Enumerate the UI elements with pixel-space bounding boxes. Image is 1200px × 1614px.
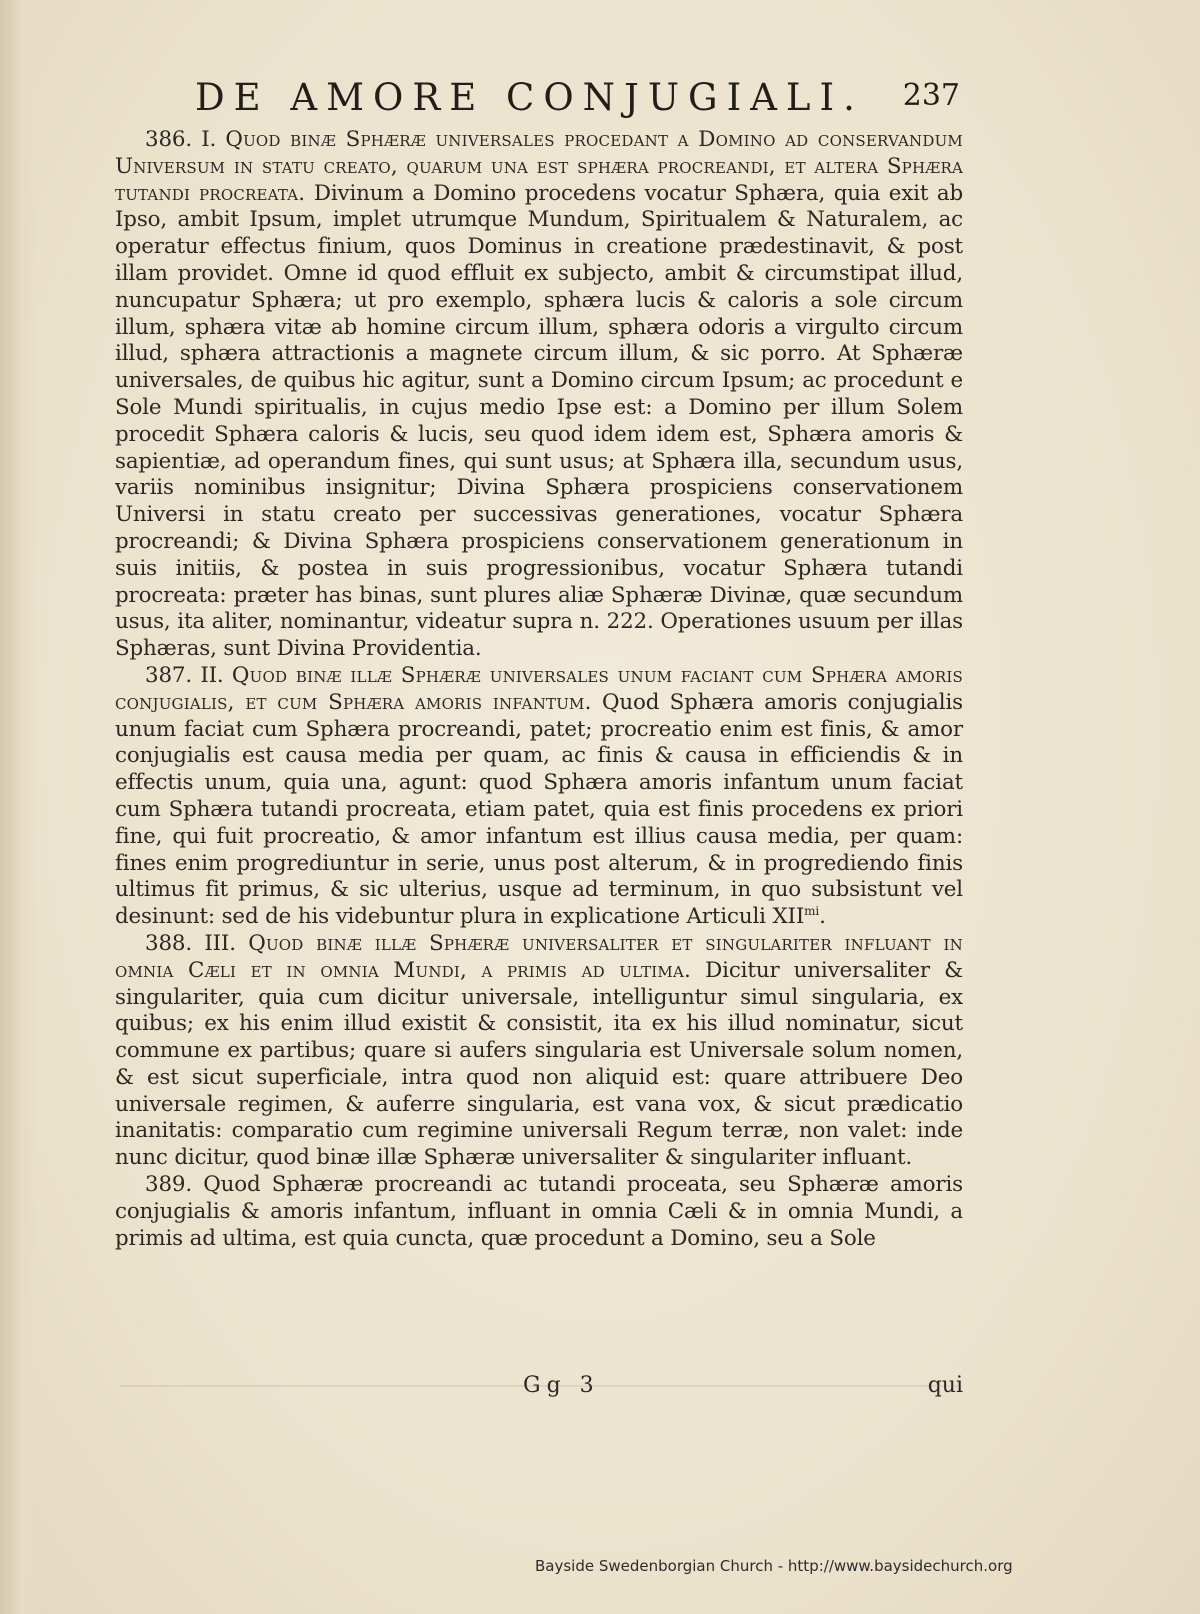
page-footer bbox=[115, 1373, 963, 1405]
superscript: mi bbox=[804, 903, 820, 918]
signature-mark: Gg 3 bbox=[523, 1373, 600, 1398]
paragraph-number: 389. bbox=[145, 1172, 193, 1198]
page-header bbox=[195, 64, 960, 124]
paragraph-heading: Quod binæ illæ Sphæræ universales unum faciant cum Sphæra amoris conjugialis, et cum Sphæra amoris infantum. bbox=[115, 662, 963, 715]
paragraph-number: 386. I. bbox=[145, 127, 217, 152]
paragraph-heading: Quod binæ illæ Sphæræ universaliter et singulariter influant in omnia Cæli et in omnia Mundi, a primis ad ultima. bbox=[115, 930, 963, 983]
paragraph-388 bbox=[115, 931, 963, 1172]
paragraph-text: Quod Sphæræ procreandi ac tutandi proceata, seu Sphæræ amoris conjugialis & amoris infantum, influant in omnia Cæli & in omnia Mundi, a primis ad ultima, est quia cuncta, quæ procedunt a Domino, seu a Sole bbox=[115, 1172, 964, 1251]
bleed-through-shadow bbox=[120, 1385, 960, 1387]
paragraph-386 bbox=[115, 127, 963, 663]
body-text bbox=[115, 127, 963, 1252]
watermark-credit: Bayside Swedenborgian Church - http://www.baysidechurch.org bbox=[535, 1557, 1013, 1575]
running-title: DE AMORE CONJUGIALI. bbox=[195, 76, 864, 119]
paragraph-text: Dicitur universaliter & singulariter, quia cum dicitur universale, intelliguntur simul singularia, ex quibus; ex his enim illud existit & consistit, ita ex his illud nominatur, sicut commune ex partibus; quare si aufers singularia est Universale solum nomen, & est sicut superficiale, intra quod non aliquid est: quare attribuere Deo universale regimen, & auferre singularia, est vana vox, & sicut prædicatio inanitatis: comparatio cum regimine universali Regum terræ, non valet: inde nunc dicitur, quod binæ illæ Sphæræ universaliter & singulariter influant. bbox=[115, 957, 963, 1171]
paragraph-387 bbox=[115, 663, 963, 931]
paragraph-heading: Quod binæ Sphæræ universales procedant a Domino ad conservandum Universum in statu creato, quarum una est sphæra procreandi, et altera Sphæra tutandi procreata. bbox=[115, 127, 963, 206]
page-number: 237 bbox=[902, 78, 960, 113]
paragraph-389 bbox=[115, 1172, 963, 1252]
paragraph-text: Divinum a Domino procedens vocatur Sphæra, quia exit ab Ipso, ambit Ipsum, implet utrumque Mundum, Spiritualem & Naturalem, ac operatur effectus finium, quos Dominus in creatione prædestinavit, & post illam providet. Omne id quod effluit ex subjecto, ambit & circumstipat illud, nuncupatur Sphæra; ut pro exemplo, sphæra lucis & caloris a sole circum illum, sphæra vitæ ab homine circum illum, sphæra odoris a virgulto circum illud, sphæra attractionis a magnete circum illum, & sic porro. At Sphæræ universales, de quibus hic agitur, sunt a Domino circum Ipsum; ac procedunt e Sole Mundi spiritualis, in cujus medio Ipse est: a Domino per illum Solem procedit Sphæra caloris & lucis, seu quod idem idem est, Sphæra amoris & sapientiæ, ad operandum fines, qui sunt usus; at Sphæra illa, secundum usus, variis nominibus insignitur; Divina Sphæra prospiciens conservationem Universi in statu creato per successivas generationes, vocatur Sphæra procreandi; & Divina Sphæra prospiciens conservationem generationum in suis initiis, & postea in suis progressionibus, vocatur Sphæra tutandi procreata: præter has binas, sunt plures aliæ Sphæræ Divinæ, quæ secundum usus, ita aliter, nominantur, videatur supra n. 222. Operationes usuum per illas Sphæras, sunt Divina Providentia. bbox=[115, 180, 964, 662]
paragraph-number: 388. III. bbox=[145, 930, 236, 956]
catchword: qui bbox=[927, 1373, 963, 1398]
paragraph-text: Quod Sphæra amoris conjugialis unum faciat cum Sphæra procreandi, patet; procreatio enim est finis, & amor conjugialis est causa media per quam, ac finis & causa in efficiendis & in effectis unum, quia una, agunt: quod Sphæra amoris infantum unum faciat cum Sphæra tutandi procreata, etiam patet, quia est finis procedens ex priori fine, qui fuit procreatio, & amor infantum est illius causa media, per quam: fines enim progrediuntur in serie, unus post alterum, & in progrediendo finis ultimus fit primus, & sic ulterius, usque ad terminum, in quo subsistunt vel desinunt: sed de his videbuntur plura in explicatione Articuli XII bbox=[115, 689, 963, 930]
paragraph-number: 387. II. bbox=[145, 662, 224, 688]
paragraph-text-end: . bbox=[819, 904, 826, 930]
page-gutter-shadow bbox=[0, 0, 38, 1614]
